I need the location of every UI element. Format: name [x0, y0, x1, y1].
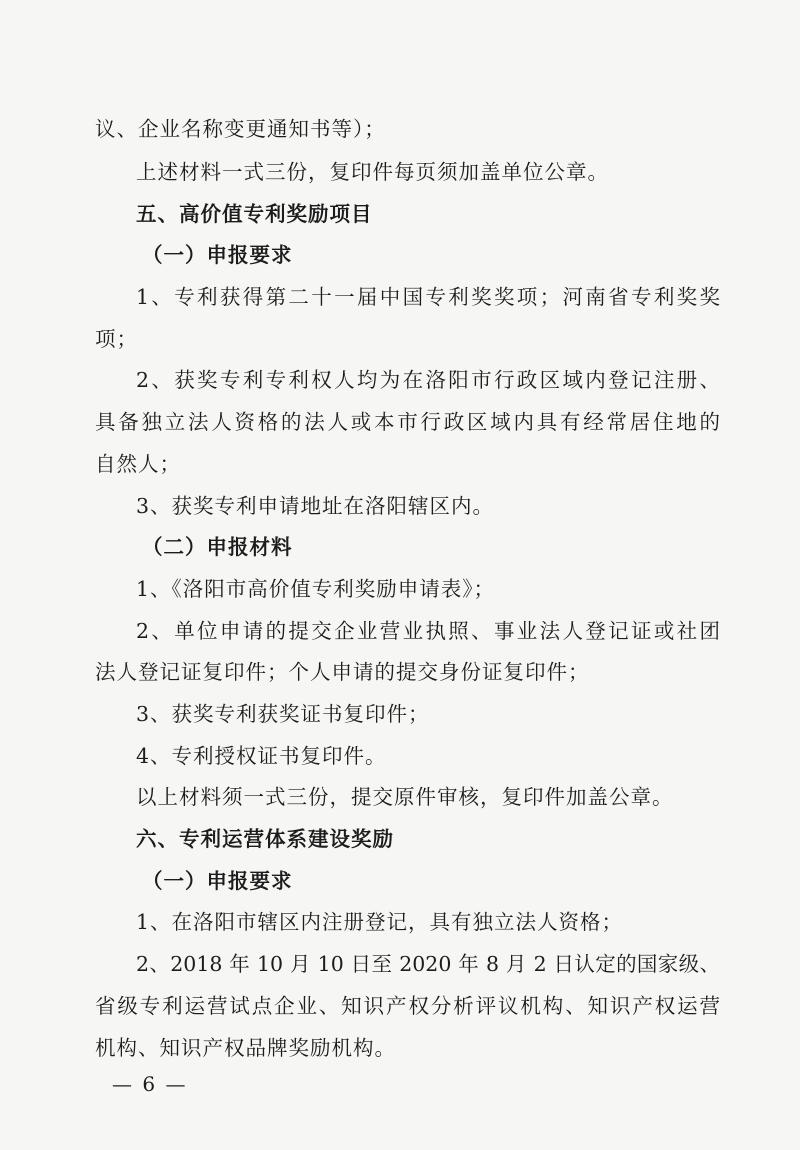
text-line: 省级专利运营试点企业、知识产权分析评议机构、知识产权运营	[95, 994, 720, 1018]
subsection-heading: （二）申报材料	[142, 535, 293, 559]
text-line: 1、专利获得第二十一届中国专利奖奖项；河南省专利奖奖	[136, 285, 720, 309]
text-line: 上述材料一式三份，复印件每页须加盖单位公章。	[136, 160, 609, 184]
text-line: 具备独立法人资格的法人或本市行政区域内具有经常居住地的	[95, 410, 720, 434]
text-line: 机构、知识产权品牌奖励机构。	[95, 1036, 396, 1060]
text-line: 1、《洛阳市高价值专利奖励申请表》；	[136, 577, 496, 601]
text-line: 3、获奖专利获奖证书复印件；	[136, 702, 430, 726]
text-line: 自然人；	[95, 452, 181, 476]
subsection-heading: （一）申报要求	[142, 869, 293, 893]
text-line: 项；	[95, 327, 138, 351]
text-line: 2、2018 年 10 月 10 日至 2020 年 8 月 2 日认定的国家级、	[136, 952, 720, 976]
section-heading: 五、高价值专利奖励项目	[136, 202, 373, 226]
text-line: 2、获奖专利专利权人均为在洛阳市行政区域内登记注册、	[136, 368, 720, 392]
text-line: 法人登记证复印件；个人申请的提交身份证复印件；	[95, 660, 590, 684]
text-line: 以上材料须一式三份，提交原件审核，复印件加盖公章。	[136, 785, 674, 809]
text-line: 2、单位申请的提交企业营业执照、事业法人登记证或社团	[136, 619, 720, 643]
page-number: — 6 —	[112, 1072, 188, 1096]
section-heading: 六、专利运营体系建设奖励	[136, 827, 394, 851]
text-line: 1、在洛阳市辖区内注册登记，具有独立法人资格；	[136, 910, 624, 934]
subsection-heading: （一）申报要求	[142, 243, 293, 267]
text-line: 4、专利授权证书复印件。	[136, 744, 387, 768]
text-line: 议、企业名称变更通知书等）；	[95, 117, 386, 141]
text-line: 3、获奖专利申请地址在洛阳辖区内。	[136, 494, 495, 518]
